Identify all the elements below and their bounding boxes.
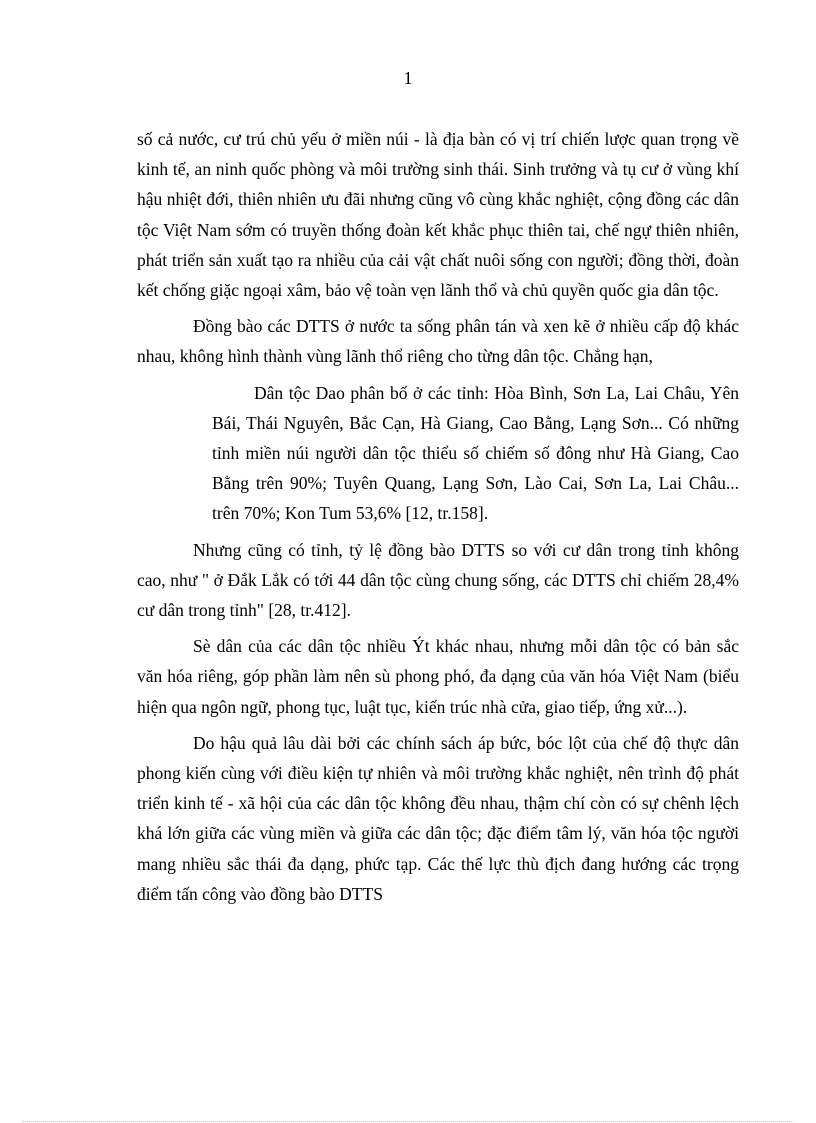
- paragraph-cultural-identity: Sè dân của các dân tộc nhiều Ýt khác nhau, nhưng mỗi dân tộc có bản sắc văn hóa riêng, góp phần làm nên sù phong phó, đa dạng của văn hóa Việt Nam (biểu hiện qua ngôn ngữ, phong tục, luật tục, kiến trúc nhà cửa, giao tiếp, ứng xử...).: [137, 636, 739, 717]
- paragraph-continuation: số cả nước, cư trú chủ yếu ở miền núi - là địa bàn có vị trí chiến lược quan trọng về kinh tế, an ninh quốc phòng và môi trường sinh thái. Sinh trưởng và tụ cư ở vùng khí hậu nhiệt đới, thiên nhiên ưu đãi nhưng cũng vô cùng khắc nghiệt, cộng đồng các dân tộc Việt Nam sớm có truyền thống đoàn kết khắc phục thiên tai, chế ngự thiên nhiên, phát triển sản xuất tạo ra nhiều của cải vật chất nuôi sống con người; đồng thời, đoàn kết chống giặc ngoại xâm, bảo vệ toàn vẹn lãnh thổ và chủ quyền quốc gia dân tộc.: [137, 129, 739, 301]
- page-bottom-divider: [22, 1121, 794, 1122]
- block-quote-dao-distribution: Dân tộc Dao phân bố ở các tỉnh: Hòa Bình, Sơn La, Lai Châu, Yên Bái, Thái Nguyên, Bắc Cạn, Hà Giang, Cao Bằng, Lạng Sơn... Có những tỉnh miền núi người dân tộc thiểu số chiếm số đông như Hà Giang, Cao Bằng trên 90%; Tuyên Quang, Lạng Sơn, Lào Cai, Sơn La, Lai Châu... trên 70%; Kon Tum 53,6% [12, tr.158].: [212, 382, 739, 524]
- paragraph-dak-lak: Nhưng cũng có tỉnh, tỷ lệ đồng bào DTTS so với cư dân trong tỉnh không cao, như " ở Đắk Lắk có tới 44 dân tộc cùng chung sống, các DTTS chỉ chiếm 28,4% cư dân trong tỉnh" [28, tr.412].: [137, 539, 739, 621]
- paragraph-dispersal: Đồng bào các DTTS ở nước ta sống phân tán và xen kẽ ở nhiều cấp độ khác nhau, không hình thành vùng lãnh thổ riêng cho từng dân tộc. Chẳng hạn,: [137, 316, 739, 367]
- document-body: [137, 124, 739, 915]
- page-number: 1: [403, 68, 413, 88]
- paragraph-consequences: Do hậu quả lâu dài bởi các chính sách áp bức, bóc lột của chế độ thực dân phong kiến cùng với điều kiện tự nhiên và môi trường khắc nghiệt, nên trình độ phát triển kinh tế - xã hội của các dân tộc không đều nhau, thậm chí còn có sự chênh lệch khá lớn giữa các vùng miền và giữa các dân tộc; đặc điểm tâm lý, văn hóa tộc người mang nhiều sắc thái đa dạng, phức tạp. Các thế lực thù địch đang hướng các trọng điểm tấn công vào đồng bào DTTS: [137, 732, 739, 904]
